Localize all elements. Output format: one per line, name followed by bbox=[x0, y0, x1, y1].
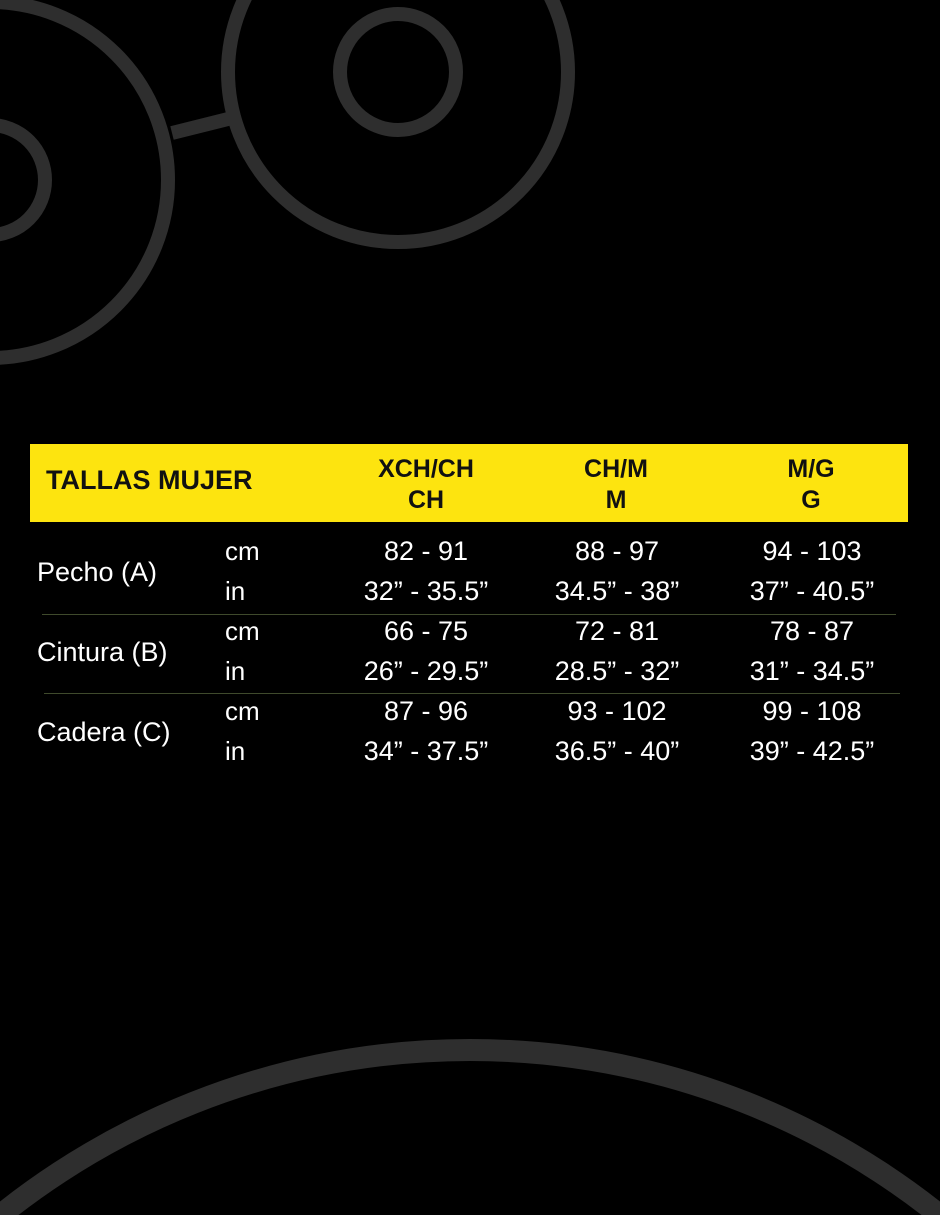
table-row-cintura bbox=[0, 616, 940, 696]
table-cell: 39” - 42.5” bbox=[749, 736, 875, 766]
right-wheel-ring bbox=[228, 0, 568, 242]
bottom-wheel-ring bbox=[0, 1050, 940, 1215]
right-hub-ring bbox=[340, 14, 456, 130]
unit-in: in bbox=[225, 736, 246, 766]
frame-bar bbox=[172, 118, 232, 133]
left-hub-ring bbox=[0, 125, 45, 235]
table-cell: 78 - 87 bbox=[769, 616, 855, 646]
table-cell: 87 - 96 bbox=[383, 696, 469, 726]
size-column-header-2 bbox=[536, 454, 696, 516]
unit-in: in bbox=[225, 656, 246, 686]
measurement-label: Cintura (B) bbox=[37, 637, 168, 667]
row-divider bbox=[42, 614, 896, 615]
measurement-label: Pecho (A) bbox=[37, 557, 158, 587]
table-cell: 34.5” - 38” bbox=[554, 576, 680, 606]
table-cell: 37” - 40.5” bbox=[749, 576, 875, 606]
table-cell: 34” - 37.5” bbox=[363, 736, 489, 766]
size-code-top: M/G bbox=[787, 455, 835, 483]
table-cell: 28.5” - 32” bbox=[554, 656, 680, 686]
table-cell: 93 - 102 bbox=[567, 696, 667, 726]
unit-cm: cm bbox=[225, 536, 260, 566]
table-cell: 82 - 91 bbox=[383, 536, 469, 566]
row-divider bbox=[44, 693, 900, 694]
table-cell: 94 - 103 bbox=[762, 536, 862, 566]
size-code-top: XCH/CH bbox=[378, 455, 474, 483]
unit-in: in bbox=[225, 576, 246, 606]
table-cell: 36.5” - 40” bbox=[554, 736, 680, 766]
unit-cm: cm bbox=[225, 696, 260, 726]
table-cell: 88 - 97 bbox=[574, 536, 660, 566]
size-chart-header bbox=[30, 444, 908, 522]
chart-title: TALLAS MUJER bbox=[46, 465, 253, 495]
size-code-bottom: M bbox=[605, 486, 627, 514]
size-code-bottom: G bbox=[801, 486, 821, 514]
table-row-pecho bbox=[0, 536, 940, 616]
size-code-bottom: CH bbox=[407, 486, 445, 514]
size-column-header-3 bbox=[731, 454, 891, 516]
size-code-top: CH/M bbox=[584, 455, 648, 483]
measurement-label: Cadera (C) bbox=[37, 717, 171, 747]
table-cell: 72 - 81 bbox=[574, 616, 660, 646]
unit-cm: cm bbox=[225, 616, 260, 646]
table-cell: 32” - 35.5” bbox=[363, 576, 489, 606]
table-cell: 66 - 75 bbox=[383, 616, 469, 646]
table-cell: 99 - 108 bbox=[762, 696, 862, 726]
left-wheel-ring bbox=[0, 2, 168, 358]
table-cell: 26” - 29.5” bbox=[363, 656, 489, 686]
table-cell: 31” - 34.5” bbox=[749, 656, 875, 686]
table-row-cadera bbox=[0, 696, 940, 776]
size-column-header-1 bbox=[346, 454, 506, 516]
